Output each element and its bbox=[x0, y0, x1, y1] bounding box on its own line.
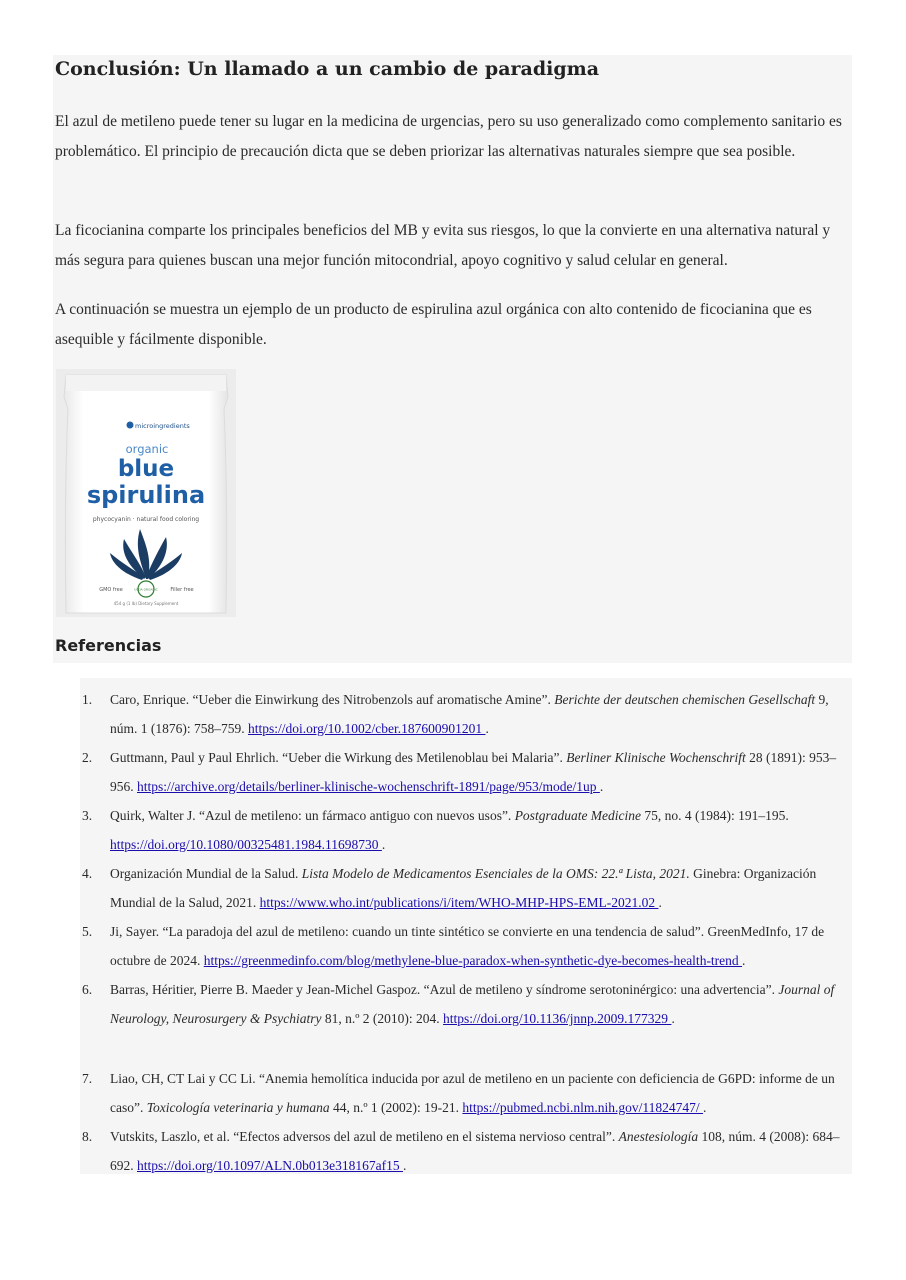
reference-text: Barras, Héritier, Pierre B. Maeder y Jean-Michel Gaspoz. “Azul de metileno y síndrome serotoninérgico: una advertencia”. bbox=[110, 982, 779, 997]
reference-journal: Berliner Klinische Wochenschrift bbox=[566, 750, 746, 765]
spirulina-pouch-illustration bbox=[56, 369, 236, 617]
reference-number: 5. bbox=[82, 924, 93, 939]
reference-journal: Berichte der deutschen chemischen Gesellschaft bbox=[554, 692, 816, 707]
reference-details: 9, núm. 1 (1876): 758–759. bbox=[110, 692, 829, 736]
reference-item bbox=[80, 917, 852, 975]
reference-text: Vutskits, Laszlo, et al. “Efectos adversos del azul de metileno en el sistema nervioso central”. bbox=[110, 1129, 619, 1144]
paragraph-2: La ficocianina comparte los principales beneficios del MB y evita sus riesgos, lo que la convierte en una alternativa natural y más segura para quienes buscan una mejor función mitocondrial, apoyo cognitivo y salud celular en general. bbox=[55, 222, 831, 269]
badge-gmo-free: GMO free bbox=[99, 587, 123, 593]
reference-number: 3. bbox=[82, 808, 93, 823]
reference-number: 1. bbox=[82, 692, 93, 707]
reference-item bbox=[80, 859, 852, 917]
reference-details: 108, núm. 4 (2008): 684–692. bbox=[110, 1129, 840, 1173]
reference-number: 8. bbox=[82, 1129, 93, 1144]
reference-item bbox=[80, 1122, 852, 1180]
reference-item bbox=[80, 801, 852, 859]
paragraph-1: El azul de metileno puede tener su lugar en la medicina de urgencias, pero su uso generalizado como complemento sanitario es problemático. El principio de precaución dicta que se deben priorizar las alternativas naturales siempre que sea posible. bbox=[55, 113, 842, 160]
reference-number: 7. bbox=[82, 1071, 93, 1086]
reference-link[interactable]: https://doi.org/10.1080/00325481.1984.11698730 bbox=[110, 837, 382, 852]
section-title: Conclusión: Un llamado a un cambio de paradigma bbox=[55, 58, 600, 80]
reference-journal: Journal of Neurology, Neurosurgery & Psychiatry bbox=[110, 982, 835, 1026]
net-weight: 454 g (1 lb) Dietary Supplement bbox=[113, 601, 179, 606]
reference-details: 81, n.º 2 (2010): 204. bbox=[321, 1011, 444, 1026]
product-line-spirulina: spirulina bbox=[86, 481, 206, 509]
reference-end: . bbox=[599, 779, 604, 794]
reference-end: . bbox=[485, 721, 489, 736]
references-list bbox=[80, 678, 852, 1174]
reference-number: 6. bbox=[82, 982, 93, 997]
reference-end: . bbox=[381, 837, 386, 852]
paragraph-3: A continuación se muestra un ejemplo de un producto de espirulina azul orgánica con alto contenido de ficocianina que es asequible y fácilmente disponible. bbox=[55, 301, 812, 348]
reference-link[interactable]: https://doi.org/10.1002/cber.187600901201 bbox=[248, 721, 486, 736]
reference-end: . bbox=[403, 1158, 407, 1173]
reference-journal: Lista Modelo de Medicamentos Esenciales de la OMS: 22.ª Lista, 2021. bbox=[301, 866, 690, 881]
reference-end: . bbox=[742, 953, 746, 968]
brand-logo-icon bbox=[127, 422, 134, 429]
reference-item bbox=[80, 685, 852, 743]
conclusion-section bbox=[53, 55, 852, 663]
reference-text: Liao, CH, CT Lai y CC Li. “Anemia hemolítica inducida por azul de metileno en un paciente con deficiencia de G6PD: informe de un caso”. bbox=[110, 1071, 835, 1115]
reference-number: 2. bbox=[82, 750, 93, 765]
product-image[interactable] bbox=[56, 369, 236, 617]
reference-journal: Toxicología veterinaria y humana bbox=[146, 1100, 330, 1115]
reference-link[interactable]: https://doi.org/10.1097/ALN.0b013e318167af15 bbox=[137, 1158, 403, 1173]
reference-journal: Postgraduate Medicine bbox=[514, 808, 642, 823]
badge-usda-organic: USDA ORGANIC bbox=[134, 587, 158, 592]
reference-end: . bbox=[671, 1011, 675, 1026]
reference-text: Ji, Sayer. “La paradoja del azul de metileno: cuando un tinte sintético se convierte en una tendencia de salud”. GreenMedInfo, 17 de octubre de 2024. bbox=[110, 924, 825, 968]
product-line-organic: organic bbox=[125, 442, 169, 456]
reference-link[interactable]: https://pubmed.ncbi.nlm.nih.gov/11824747/ bbox=[462, 1100, 704, 1115]
product-line-blue: blue bbox=[117, 456, 175, 482]
references-heading: Referencias bbox=[55, 636, 162, 655]
product-tagline: phycocyanin · natural food coloring bbox=[92, 516, 200, 523]
reference-number: 4. bbox=[82, 866, 93, 881]
reference-details: Ginebra: Organización Mundial de la Salud, 2021. bbox=[110, 866, 817, 910]
reference-text: Organización Mundial de la Salud. bbox=[110, 866, 302, 881]
reference-link[interactable]: https://greenmedinfo.com/blog/methylene-blue-paradox-when-synthetic-dye-becomes-health-trend bbox=[203, 953, 743, 968]
reference-link[interactable]: https://www.who.int/publications/i/item/WHO-MHP-HPS-EML-2021.02 bbox=[259, 895, 659, 910]
reference-end: . bbox=[703, 1100, 707, 1115]
reference-details: 28 (1891): 953–956. bbox=[110, 750, 837, 794]
reference-item bbox=[80, 1064, 852, 1122]
reference-item bbox=[80, 975, 852, 1033]
reference-details: 44, n.º 1 (2002): 19-21. bbox=[329, 1100, 463, 1115]
reference-link[interactable]: https://archive.org/details/berliner-klinische-wochenschrift-1891/page/953/mode/1up bbox=[137, 779, 600, 794]
reference-text: Caro, Enrique. “Ueber die Einwirkung des Nitrobenzols auf aromatische Amine”. bbox=[110, 692, 555, 707]
reference-end: . bbox=[658, 895, 662, 910]
reference-text: Quirk, Walter J. “Azul de metileno: un fármaco antiguo con nuevos usos”. bbox=[110, 808, 515, 823]
reference-journal: Anestesiología bbox=[618, 1129, 699, 1144]
pouch-zip-strip bbox=[66, 375, 226, 391]
reference-details: 75, no. 4 (1984): 191–195. bbox=[641, 808, 789, 823]
badge-filler-free: Filler free bbox=[170, 587, 194, 593]
reference-text: Guttmann, Paul y Paul Ehrlich. “Ueber die Wirkung des Metilenoblau bei Malaria”. bbox=[110, 750, 567, 765]
reference-link[interactable]: https://doi.org/10.1136/jnnp.2009.177329 bbox=[443, 1011, 672, 1026]
reference-item bbox=[80, 743, 852, 801]
brand-name: microingredients bbox=[135, 422, 190, 430]
